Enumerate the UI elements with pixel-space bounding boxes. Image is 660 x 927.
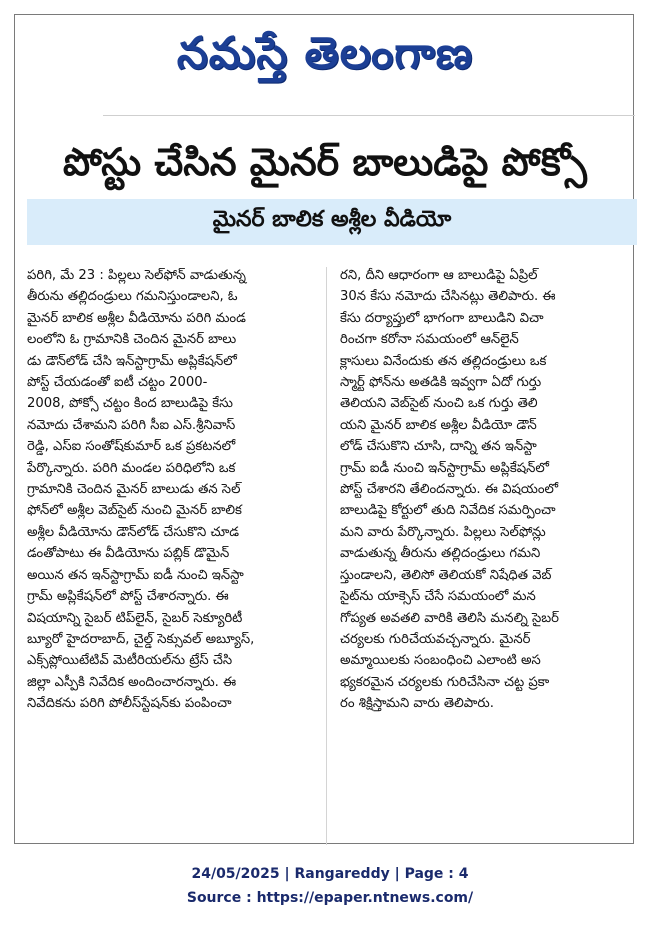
article-line: లంలోని ఓ గ్రామానికి చెందిన మైనర్ బాలు <box>27 332 237 348</box>
article-line: ఫోన్‌లో అశ్లీల వెబ్‌సైట్ నుంచి మైనర్ బాలిక <box>27 503 242 519</box>
masthead <box>15 15 635 103</box>
article-line: పోస్ట్ చేశారని తేలిందన్నారు. ఈ విషయంలో <box>340 482 559 498</box>
article-line: చర్యలకు గురిచేయవచ్చన్నారు. మైనర్ <box>340 631 531 647</box>
article-headline: పోస్టు చేసిన మైనర్ బాలుడిపై పోక్సో <box>62 140 587 184</box>
article-line: బ్యూరో హైదరాబాద్, చైల్డ్ సెక్సువల్ అబ్యూస్, <box>27 631 255 647</box>
article-line: గోప్యత అవతలి వారికి తెలిసి మనల్ని సైబర్ <box>340 610 559 626</box>
article-line: అయిన తన ఇన్‌స్టాగ్రామ్ ఐడీ నుంచి ఇన్‌స్టా <box>27 567 244 583</box>
article-line: పోస్ట్ చేయడంతో ఐటీ చట్టం 2000- <box>27 375 208 391</box>
article-line: పేర్కొన్నారు. పరిగి మండల పరిధిలోని ఒక <box>27 460 236 476</box>
article-line: భ్యకరమైన చర్యలకు గురిచేసినా చట్ట ప్రకా <box>340 674 550 690</box>
article-line: గ్రామ్ అప్లికేషన్‌లో పోస్ట్ చేశారన్నారు. ఈ <box>27 589 229 605</box>
article-line: తెలియని వెబ్‌సైట్ నుంచి ఒక గుర్తు తెలి <box>340 396 538 412</box>
article-line: స్తుండాలని, తెలిసో తెలియకో నిషేధిత వెబ్ <box>340 567 552 583</box>
newspaper-logo: నమస్తే తెలంగాణ <box>176 28 474 79</box>
subheadline-band <box>27 199 637 245</box>
article-line: వాడుతున్న తీరును తల్లిదండ్రులు గమని <box>340 546 541 562</box>
article-line: రించగా కరోనా సమయంలో ఆన్‌లైన్ <box>340 332 519 348</box>
article-column-right <box>340 265 635 715</box>
article-line: యని మైనర్ బాలిక అశ్లీల వీడియో డౌన్ <box>340 417 537 433</box>
article-line: రం శిక్షిస్తామని వారు తెలిపారు. <box>340 696 494 712</box>
article-line: 2008, పోక్సో చట్టం కింద బాలుడిపై కేసు <box>27 396 233 412</box>
article-line: డంతోపాటు ఈ వీడియోను పబ్లిక్ డొమైన్ <box>27 546 230 562</box>
article-line: బాలుడిపై కోర్టులో తుది నివేదిక సమర్పించా <box>340 503 556 519</box>
footer-source: Source : https://epaper.ntnews.com/ <box>186 890 474 906</box>
article-line: 30న కేసు నమోదు చేసినట్లు తెలిపారు. ఈ <box>340 289 556 305</box>
article-line: కేసు దర్యాప్తులో భాగంగా బాలుడిని విచా <box>340 310 544 326</box>
article-line: డు డౌన్‌లోడ్ చేసి ఇన్‌స్టాగ్రామ్ అప్లికేషన్‌లో <box>27 353 237 369</box>
article-line: గ్రామానికి చెందిన మైనర్ బాలుడు తన సెల్ <box>27 482 241 498</box>
article-line: లోడ్ చేసుకొని చూసి, దాన్ని తన ఇన్‌స్టా <box>340 439 537 455</box>
article-line: పరిగి, మే 23 : పిల్లలు సెల్‌ఫోన్ వాడుతున్న <box>27 268 246 283</box>
article-line: జిల్లా ఎస్పీకి నివేదిక అందించారన్నారు. ఈ <box>27 674 237 690</box>
article-line: నివేదికను పరిగి పోలీస్‌స్టేషన్‌కు పంపించా <box>27 696 232 712</box>
column-divider <box>326 267 327 845</box>
article-line: నమోదు చేశామని పరిగి సీఐ ఎస్.శ్రీనివాస్ <box>27 417 236 433</box>
article-subheadline: మైనర్ బాలిక అశ్లీల వీడియో <box>212 207 452 232</box>
article-line: సైట్‌ను యాక్సెస్ చేసే సమయంలో మన <box>340 589 536 605</box>
article-line: మైనర్ బాలిక అశ్లీల వీడియోను పరిగి మండ <box>27 310 246 326</box>
footer-dateline: 24/05/2025 | Rangareddy | Page : 4 <box>191 866 469 882</box>
article-line: క్లాసులు వినేందుకు తన తల్లిదండ్రులు ఒక <box>340 353 547 369</box>
article-line: అమ్మాయిలకు సంబంధించి ఎలాంటి అస <box>340 653 541 669</box>
article-line: రని, దీని ఆధారంగా ఆ బాలుడిపై ఏప్రిల్ <box>340 268 538 283</box>
page-footer <box>0 862 660 910</box>
article-line: విషయాన్ని సైబర్ టిప్‌లైన్, సైబర్ సెక్యూరిటీ <box>27 610 243 626</box>
clipping-frame <box>14 14 634 844</box>
article-line: మని వారు పేర్కొన్నారు. పిల్లలు సెల్‌ఫోన్లు <box>340 524 546 540</box>
article-line: అశ్లీల వీడియోను డౌన్‌లోడ్ చేసుకొని చూడ <box>27 524 240 540</box>
masthead-rule <box>103 115 635 116</box>
article-line: తీరును తల్లిదండ్రులు గమనిస్తుండాలని, ఓ <box>27 289 238 305</box>
article-column-left <box>27 265 317 715</box>
article-line: గ్రామ్ ఐడీ నుంచి ఇన్‌స్టాగ్రామ్ అప్లికేషన్‌లో <box>340 460 549 476</box>
article-line: రెడ్డి, ఎస్ఐ సంతోష్‌కుమార్ ఒక ప్రకటనలో <box>27 439 236 455</box>
article-line: స్మార్ట్ ఫోన్‌ను అతడికి ఇవ్వగా ఏదో గుర్తు <box>340 375 542 391</box>
article-line: ఎక్స్‌ప్లోయిటేటివ్ మెటీరియల్‌ను ట్రేస్ చేసి <box>27 653 233 669</box>
